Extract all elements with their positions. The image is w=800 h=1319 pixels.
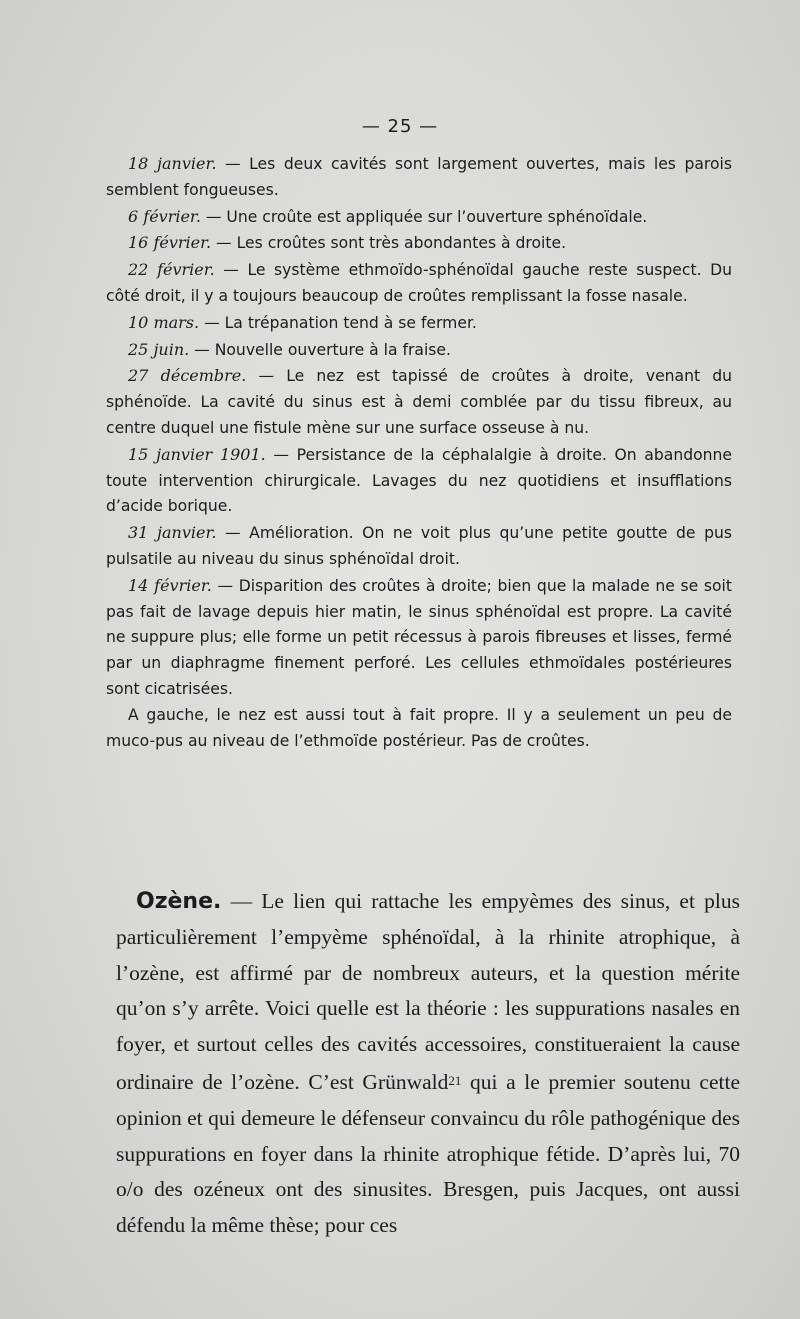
journal-entry	[106, 442, 732, 520]
section-heading: Ozène.	[136, 889, 222, 914]
ozene-section	[116, 884, 740, 1244]
entry-text: — Une croûte est appliquée sur l’ouverture sphénoïdale.	[200, 207, 648, 226]
journal-entry	[106, 337, 732, 364]
entry-text: — Le nez est tapissé de croûtes à droite, venant du sphénoïde. La cavité du sinus est à demi comblée par du tissu fibreux, au centre duquel une fistule mène sur une surface osseuse à nu.	[106, 367, 733, 437]
journal-entry	[106, 257, 732, 310]
entry-date: 22 février.	[128, 260, 215, 280]
clinical-journal	[106, 151, 732, 754]
section-text-part1: — Le lien qui rattache les empyèmes des sinus, et plus particulièrement l’empyème sphénoïdal, à la rhinite atrophique, à l’ozène, est affirmé par de nombreux auteurs, et la question mérite qu’on s’y arrête. Voici quelle est la théorie : les suppurations nasales en foyer, et surtout celles des cavités accessoires, constitueraient la cause ordinaire de l’ozène. C’est Grünwald	[116, 889, 740, 1094]
entry-date: 14 février.	[128, 575, 212, 595]
entry-date: 18 janvier.	[128, 154, 217, 173]
entry-text: — Les croûtes sont très abondantes à droite.	[211, 234, 567, 253]
entry-text: — Les deux cavités sont largement ouvertes, mais les parois semblent fongueuses.	[106, 155, 732, 199]
journal-closing: A gauche, le nez est aussi tout à fait propre. Il y a seulement un peu de muco-pus au niveau de l’ethmoïde postérieur. Pas de croûtes.	[106, 705, 732, 750]
entry-date: 15 janvier 1901.	[128, 444, 266, 464]
entry-text: — Le système ethmoïdo-sphénoïdal gauche reste suspect. Du côté droit, il y a toujours beaucoup de croûtes remplissant la fosse nasale.	[106, 261, 732, 305]
journal-entry	[106, 520, 732, 573]
entry-date: 27 décembre.	[128, 366, 247, 386]
page-number: — 25 —	[361, 116, 439, 137]
journal-entry	[106, 310, 732, 337]
entry-date: 25 juin.	[128, 339, 190, 359]
journal-entry	[106, 151, 732, 204]
journal-entry	[106, 363, 732, 441]
entry-text: — Amélioration. On ne voit plus qu’une petite goutte de pus pulsatile au niveau du sinus sphénoïdal droit.	[106, 524, 732, 568]
footnote-reference: 21	[448, 1072, 462, 1088]
entry-text: — Persistance de la céphalalgie à droite. On abandonne toute intervention chirurgicale. Lavages du nez quotidiens et insufflations d’acide borique.	[106, 445, 732, 516]
section-paragraph	[116, 884, 740, 1244]
entry-date: 10 mars.	[128, 312, 200, 332]
journal-entry	[106, 230, 732, 257]
journal-entry	[106, 573, 732, 703]
entry-date: 6 février.	[128, 206, 201, 226]
entry-date: 31 janvier.	[128, 523, 217, 543]
entry-text: — La trépanation tend à se fermer.	[199, 313, 477, 332]
section-text-part2: qui a le premier soutenu cette opinion et qui demeure le défenseur convaincu du rôle pathogénique des suppurations en foyer dans la rhinite atrophique fétide. D’après lui, 70 o/o des ozéneux ont des sinusites. Bresgen, puis Jacques, ont aussi défendu la même thèse; pour ces	[116, 1069, 740, 1238]
entry-text: — Disparition des croûtes à droite; bien que la malade ne se soit pas fait de lavage depuis hier matin, le sinus sphénoïdal est propre. La cavité ne suppure plus; elle forme un petit récessus à parois fibreuses et lisses, fermé par un diaphragme finement perforé. Les cellules ethmoïdales postérieures sont cicatrisées.	[106, 576, 732, 698]
entry-date: 16 février.	[128, 233, 212, 253]
journal-entry	[106, 204, 732, 231]
entry-text: — Nouvelle ouverture à la fraise.	[189, 340, 451, 359]
